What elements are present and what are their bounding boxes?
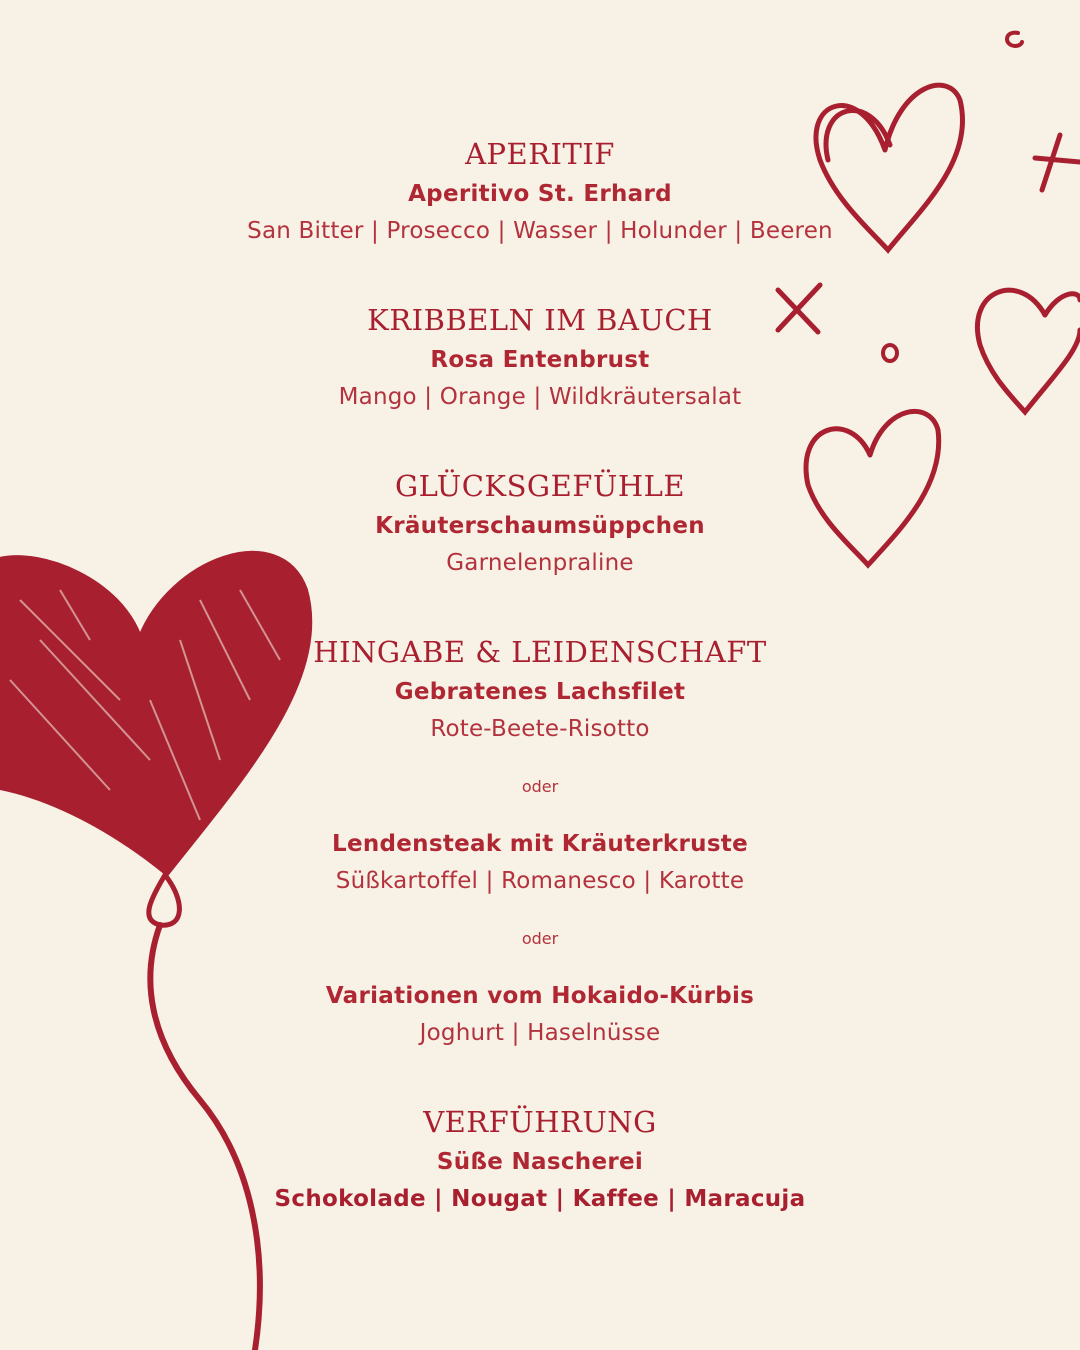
course-title-hingabe: HINGABE & LEIDENSCHAFT (313, 635, 767, 669)
dish-description-alt1: Süßkartoffel | Romanesco | Karotte (335, 868, 745, 894)
course-title-kribbeln: KRIBBELN IM BAUCH (367, 303, 713, 337)
course-title-aperitif: APERITIF (465, 137, 615, 171)
dish-description: Schokolade | Nougat | Kaffee | Maracuja (274, 1186, 806, 1212)
dish-description-alt2: Joghurt | Haselnüsse (419, 1020, 661, 1046)
dish-name: Gebratenes Lachsfilet (394, 679, 686, 705)
separator-oder: oder (521, 777, 559, 796)
course-title-gluecksgefuehle: GLÜCKSGEFÜHLE (394, 469, 686, 503)
dish-name: Kräuterschaumsüppchen (375, 513, 705, 539)
separator-oder: oder (521, 929, 559, 948)
dish-name: Süße Nascherei (436, 1149, 644, 1175)
dish-description: Garnelenpraline (446, 550, 634, 576)
dish-name: Rosa Entenbrust (430, 347, 650, 373)
dish-name-alt2: Variationen vom Hokaido-Kürbis (325, 983, 755, 1009)
course-title-verfuehrung: VERFÜHRUNG (423, 1105, 657, 1139)
dish-description: Mango | Orange | Wildkräutersalat (338, 384, 742, 410)
dish-description: Rote-Beete-Risotto (430, 716, 650, 742)
dish-name: Aperitivo St. Erhard (408, 181, 672, 207)
dish-description: San Bitter | Prosecco | Wasser | Holunder | Beeren (247, 218, 833, 244)
dish-name-alt1: Lendensteak mit Kräuterkruste (331, 831, 749, 857)
